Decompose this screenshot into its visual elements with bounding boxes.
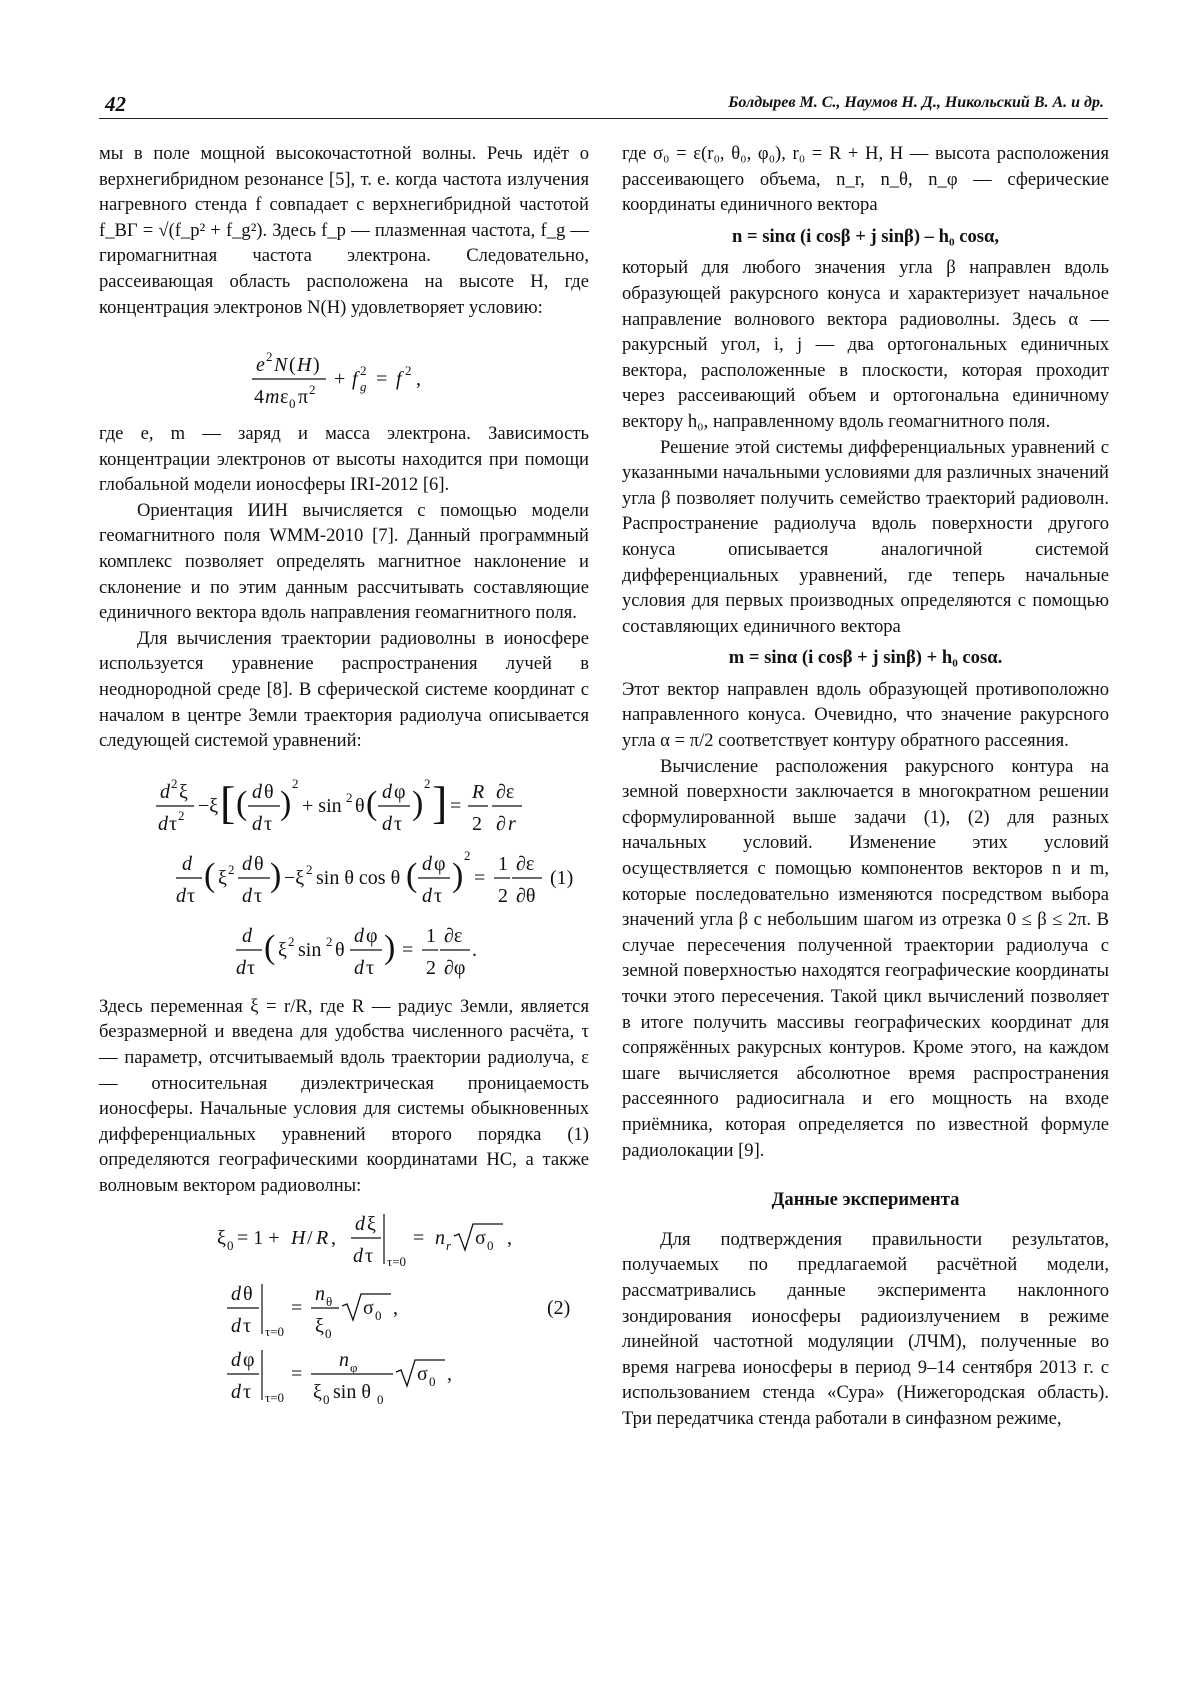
svg-text:m: m [265, 386, 280, 408]
svg-text:H: H [291, 1227, 306, 1250]
svg-text:d: d [353, 1245, 363, 1268]
svg-text:d: d [382, 812, 392, 835]
svg-text:,: , [331, 1227, 336, 1250]
svg-text:=: = [413, 1227, 425, 1250]
svg-text:ξ: ξ [217, 1227, 226, 1250]
left-column [99, 141, 589, 1414]
svg-text:]: ] [432, 776, 448, 828]
svg-text:=: = [291, 1297, 303, 1320]
svg-text:=: = [450, 794, 462, 817]
svg-text:0: 0 [289, 396, 296, 411]
running-header [99, 88, 1108, 119]
svg-text:2: 2 [288, 933, 295, 949]
paragraph: где σ₀ = ε(r₀, θ₀, φ₀), r₀ = R + H, H — высота расположения рассеивающего объема, n_r, n_θ, n_φ — сферические координаты единичного вектора [622, 143, 1109, 216]
svg-text:θ: θ [355, 794, 365, 817]
svg-text:(2): (2) [547, 1297, 571, 1320]
svg-text:d: d [242, 852, 252, 875]
svg-text:+: + [334, 368, 346, 390]
svg-text:2: 2 [472, 812, 482, 835]
paragraph: Ориентация ИИН вычисляется с помощью модели геомагнитного поля WMM-2010 [7]. Данный программный комплекс позволяет определять магнитное наклонение и склонение и по этим данным рассчитывать составляющие единичного вектора вдоль направления геомагнитного поля. [99, 499, 589, 624]
svg-text:H: H [297, 354, 312, 376]
svg-text:ξ: ξ [367, 1213, 376, 1236]
svg-text:2: 2 [464, 847, 471, 863]
svg-text:R: R [316, 1227, 329, 1250]
svg-text:θ: θ [326, 1294, 333, 1310]
svg-text:d: d [252, 812, 262, 835]
svg-text:2: 2 [405, 363, 412, 378]
svg-text:φ: φ [350, 1360, 358, 1376]
svg-text:σ: σ [363, 1297, 374, 1320]
svg-text:2: 2 [424, 775, 431, 791]
paragraph: где e, m — заряд и масса электрона. Зависимость концентрации электронов от высоты находится при помощи глобальной модели ионосферы IRI-2012 [6]. [99, 423, 589, 496]
svg-text:τ: τ [247, 956, 256, 979]
eq-plasma-text [0, 0, 1, 1]
svg-text:ξ: ξ [315, 1315, 324, 1338]
paragraph: Вычисление расположения ракурсного контура на земной поверхности заключается в многократном решении сформулированной выше задачи (1), (2) для разных начальных условий. Изменение этих условий осуществляется с помощью компонентов векторов n и m, которые последовательно изменяются посредством выбора значений угла β с небольшим шагом из отрезка 0 ≤ β ≤ 2π. В случае пересечения полученной траектории радиолуча с земной поверхностью находятся географические координаты точки этого пересечения. Такой цикл вычислений позволяет в итоге получить массивы географических координат для сопряжённых ракурсных контуров. Кроме этого, на каждом шаге вычисляется абсолютное время распространения рассеянного радиосигнала и его мощность на входе приёмника, которая определяется по известной формуле радиолокации [9]. [622, 755, 1109, 1161]
svg-text:4: 4 [254, 386, 264, 408]
svg-text:(: ( [204, 856, 216, 894]
svg-text:τ: τ [243, 1381, 252, 1404]
svg-text:0: 0 [375, 1308, 382, 1324]
svg-text:(: ( [406, 856, 418, 894]
svg-text:d: d [176, 884, 186, 907]
svg-text:−ξ: −ξ [284, 866, 305, 889]
svg-text:2: 2 [266, 349, 273, 364]
svg-text:0: 0 [325, 1326, 332, 1342]
svg-text:): ) [452, 856, 464, 894]
svg-text:φ: φ [243, 1349, 255, 1372]
svg-text:d: d [242, 924, 252, 947]
svg-text:τ: τ [254, 884, 263, 907]
svg-text:N: N [274, 354, 288, 376]
svg-text:σ: σ [475, 1227, 486, 1250]
svg-text:d: d [231, 1315, 241, 1338]
svg-text:τ: τ [169, 812, 178, 835]
svg-text:d: d [182, 852, 192, 875]
svg-text:2: 2 [426, 956, 436, 979]
paragraph: Решение этой системы дифференциальных уравнений с указанными начальными условиями для различных значений угла β позволяет получить семейство траекторий радиоволн. Распространение радиолуча вдоль поверхности другого конуса описывается аналогичной системой дифференциальных уравнений, где теперь начальные условия для первых производных определяются с помощью составляющих единичного вектора [622, 436, 1109, 637]
svg-text:=: = [474, 866, 486, 889]
svg-text:0: 0 [227, 1238, 234, 1254]
svg-text:θ: θ [254, 852, 264, 875]
svg-text:∂θ: ∂θ [516, 884, 536, 907]
svg-text:2: 2 [228, 861, 235, 877]
equation-system-1 [99, 766, 589, 988]
svg-text:τ: τ [394, 812, 403, 835]
svg-text:d: d [382, 780, 392, 803]
svg-text:=: = [376, 368, 388, 390]
svg-text:sin: sin [298, 938, 322, 961]
svg-text:(1): (1) [550, 866, 574, 889]
svg-text:φ: φ [366, 924, 378, 947]
section-heading: Данные эксперимента [771, 1189, 960, 1211]
paragraph: Для подтверждения правильности результатов, получаемых по предлагаемой расчётной модели, рассматривались данные эксперимента наклонного зондирования ионосферы радиоизлучением в режиме линейной частотной модуляции (ЛЧМ), полученные во время нагрева ионосферы в период 9–14 сентября 2013 г. с использованием стенда «Сура» (Нижегородская область). Три передатчика стенда работали в синфазном режиме, [622, 1228, 1109, 1429]
svg-text:τ: τ [434, 884, 443, 907]
svg-text:τ: τ [243, 1315, 252, 1338]
svg-text:ξ: ξ [179, 780, 188, 803]
right-column [622, 141, 1109, 1432]
svg-text:n: n [315, 1283, 325, 1306]
svg-text:R: R [472, 780, 485, 803]
svg-text:d: d [231, 1283, 241, 1306]
svg-text:σ: σ [417, 1363, 428, 1386]
svg-text:): ) [313, 354, 320, 376]
paragraph: Этот вектор направлен вдоль образующей противоположно направленного конуса. Очевидно, что значение ракурсного угла α = π/2 соответствует контуру обратного рассеяния. [622, 678, 1109, 752]
paragraph: Для вычисления траектории радиоволны в ионосфере используется уравнение распространения лучей в неоднородной среде [8]. В сферической системе координат с началом в центре Земли траектория радиолуча описывается следующей системой уравнений: [99, 627, 589, 752]
svg-text:d: d [236, 956, 246, 979]
svg-text:2: 2 [171, 775, 178, 791]
svg-text:ξ: ξ [218, 866, 227, 889]
svg-text:n: n [339, 1349, 349, 1372]
svg-text:ξ: ξ [313, 1381, 322, 1404]
svg-text:τ=0: τ=0 [265, 1390, 285, 1405]
svg-text:0: 0 [487, 1238, 494, 1254]
svg-text:0: 0 [429, 1374, 436, 1390]
svg-text:2: 2 [292, 775, 299, 791]
svg-text:g: g [360, 379, 367, 394]
svg-text:τ=0: τ=0 [265, 1324, 285, 1340]
svg-text:2: 2 [178, 807, 185, 823]
svg-text:,: , [393, 1297, 398, 1320]
svg-text:= 1 +: = 1 + [237, 1227, 280, 1250]
paragraph: который для любого значения угла β направлен вдоль образующей ракурсного конуса и характеризует начальное направление волнового вектора радиоволны. Здесь α — ракурсный угол, i, j — два ортогональных единичных вектора, расположенные в плоскости, которая проходит через рассеивающий объем и ортогональна единичному вектору h₀, направленному вдоль геомагнитного поля. [622, 257, 1109, 432]
svg-text:=: = [402, 938, 414, 961]
svg-text:e: e [256, 354, 265, 376]
svg-text:n: n [435, 1227, 445, 1250]
svg-text:θ: θ [243, 1283, 253, 1306]
svg-text:d: d [231, 1381, 241, 1404]
svg-text:d: d [242, 884, 252, 907]
svg-text:τ: τ [365, 1245, 374, 1268]
svg-text:0: 0 [323, 1392, 330, 1405]
svg-text:φ: φ [434, 852, 446, 875]
svg-text:): ) [280, 784, 292, 822]
svg-text:r: r [508, 812, 516, 835]
svg-text:(: ( [289, 354, 296, 376]
svg-text:τ: τ [264, 812, 273, 835]
svg-text:d: d [354, 956, 364, 979]
svg-text:): ) [412, 784, 424, 822]
svg-text:,: , [507, 1227, 512, 1250]
svg-text:τ: τ [187, 884, 196, 907]
svg-text:sin θ cos θ: sin θ cos θ [316, 866, 401, 889]
svg-text:∂: ∂ [496, 812, 506, 835]
svg-text:r: r [446, 1238, 452, 1254]
svg-text:d: d [252, 780, 262, 803]
svg-text:f: f [352, 368, 358, 390]
svg-text:.: . [472, 938, 477, 961]
svg-text:(: ( [264, 928, 276, 966]
svg-text:1: 1 [498, 852, 508, 875]
svg-text:∂ε: ∂ε [516, 852, 535, 875]
svg-text:ε: ε [280, 386, 289, 408]
svg-text:φ: φ [394, 780, 406, 803]
svg-text:2: 2 [346, 789, 353, 805]
svg-text:−ξ: −ξ [198, 794, 219, 817]
equation-vector-n: n = sinα (i cosβ + j sinβ) – h₀ cosα, [731, 225, 1000, 247]
svg-text:(: ( [236, 784, 248, 822]
svg-text:d: d [354, 924, 364, 947]
svg-text:d: d [355, 1213, 365, 1236]
svg-text:2: 2 [306, 861, 313, 877]
paragraph: Здесь переменная ξ = r/R, где R — радиус Земли, является безразмерной и введена для удобства численного расчёта, τ — параметр, отсчитываемый вдоль траектории радиолуча, ε — относительная диэлектрическая проницаемость ионосферы. Начальные условия для системы обыкновенных дифференциальных уравнений второго порядка (1) определяются географическими координатами НС, а также волновым вектором радиоволны: [99, 995, 589, 1196]
svg-text:ξ: ξ [278, 938, 287, 961]
svg-text:=: = [291, 1363, 303, 1386]
svg-text:/: / [307, 1227, 313, 1250]
svg-text:): ) [384, 928, 396, 966]
paragraph: мы в поле мощной высокочастотной волны. Речь идёт о верхнегибридном резонансе [5], т. е. когда частота излучения нагревного стенда f совпадает с верхнегибридной частотой f_ВГ = √(f_p² + f_g²). Здесь f_p — плазменная частота, f_g — гиромагнитная частота электрона. Следовательно, рассеивающая область расположена на высоте H, где концентрация электронов N(H) удовлетворяет условию: [99, 143, 589, 318]
svg-text:,: , [416, 368, 421, 390]
svg-text:∂φ: ∂φ [444, 956, 466, 979]
svg-text:): ) [270, 856, 282, 894]
page-number: 42 [105, 92, 126, 116]
svg-text:d: d [422, 852, 432, 875]
svg-text:(: ( [366, 784, 378, 822]
svg-text:2: 2 [326, 933, 333, 949]
svg-text:θ: θ [264, 780, 274, 803]
equation-vector-m: m = sinα (i cosβ + j sinβ) + h₀ cosα. [728, 647, 1003, 669]
svg-text:2: 2 [360, 363, 367, 378]
svg-text:,: , [447, 1363, 452, 1386]
svg-text:d: d [160, 780, 170, 803]
svg-text:0: 0 [377, 1392, 384, 1405]
svg-text:π: π [298, 386, 309, 408]
svg-text:τ=0: τ=0 [387, 1254, 407, 1270]
svg-text:∂ε: ∂ε [444, 924, 463, 947]
svg-text:sin θ: sin θ [333, 1381, 371, 1404]
equation-system-2 [99, 1204, 589, 1408]
svg-text:f: f [396, 368, 402, 390]
svg-text:2: 2 [309, 382, 316, 397]
svg-text:τ: τ [366, 956, 375, 979]
svg-text:d: d [422, 884, 432, 907]
svg-text:2: 2 [498, 884, 508, 907]
svg-text:1: 1 [426, 924, 436, 947]
svg-text:θ: θ [335, 938, 345, 961]
equation-plasma-condition [99, 347, 589, 415]
svg-text:+ sin: + sin [302, 794, 342, 817]
svg-text:∂ε: ∂ε [496, 780, 515, 803]
svg-text:[: [ [220, 776, 236, 828]
running-authors: Болдырев М. С., Наумов Н. Д., Никольский В. А. и др. [728, 94, 1104, 111]
svg-text:d: d [158, 812, 168, 835]
svg-text:d: d [231, 1349, 241, 1372]
